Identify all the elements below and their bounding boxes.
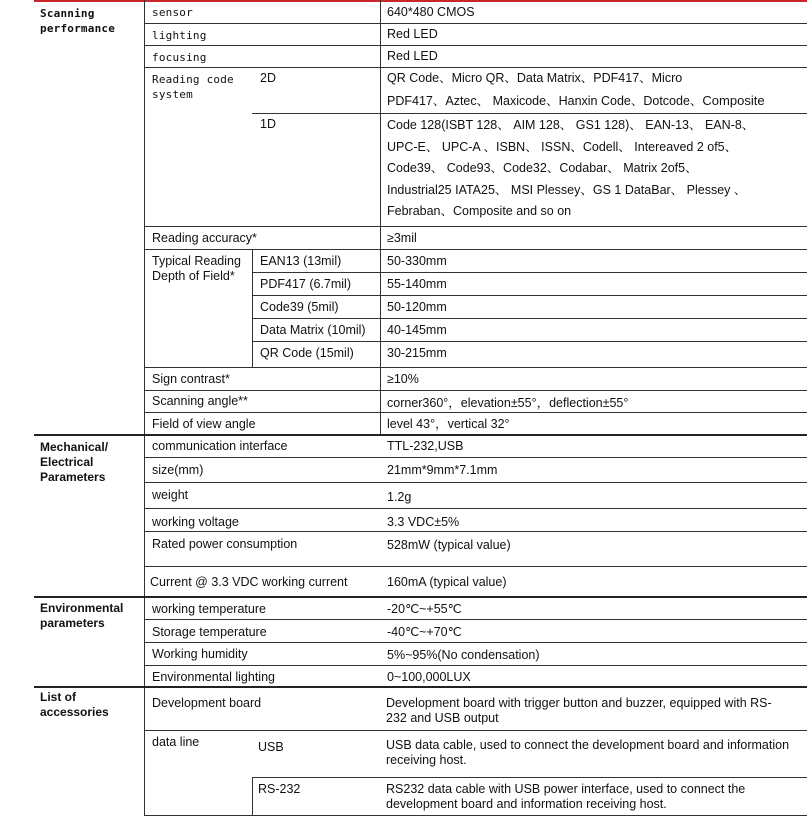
label-rated-power: Rated power consumption [152,537,298,551]
row-rule [144,619,807,620]
label-size: size(mm) [152,463,204,477]
value-working-voltage: 3.3 VDC±5% [387,515,460,529]
label-working-current: Current @ 3.3 VDC working current [150,575,348,589]
row-rule [144,67,807,68]
row-rule [144,566,807,567]
value-2d-codes: PDF417、Aztec、 Maxicode、Hanxin Code、Dotcode、 [387,94,703,108]
dof-code: PDF417 (6.7mil) [260,277,351,291]
value-sensor: 640*480 CMOS [387,5,475,19]
dof-code: Code39 (5mil) [260,300,339,314]
row-rule [252,341,807,342]
row-rule [144,412,807,413]
row-rule [252,318,807,319]
section-rule [34,686,807,688]
value-working-current: 160mA (typical value) [387,575,507,589]
label-reading-accuracy: Reading accuracy* [152,231,257,245]
dof-code: EAN13 (13mil) [260,254,342,268]
section-mechanical-electrical: Mechanical/ Electrical Parameters [40,440,109,484]
row-rule [144,367,807,368]
top-red-rule [34,0,807,2]
dof-value: 50-120mm [387,300,447,314]
value-field-of-view: level 43°，vertical 32° [387,417,510,431]
row-rule [144,642,807,643]
label-data-line: data line [152,735,200,749]
dof-value: 30-215mm [387,346,447,360]
value-col-divider [380,0,381,435]
label-sign-contrast: Sign contrast* [152,372,230,386]
value-working-temperature: -20℃~+55℃ [387,602,462,616]
row-rule [144,531,807,532]
row-rule [144,482,807,483]
value-reading-accuracy: ≥3mil [387,231,417,245]
value-scanning-angle: corner360°，elevation±55°，deflection±55° [387,396,629,410]
label-development-board: Development board [152,696,262,710]
value-rated-power: 528mW (typical value) [387,538,511,552]
value-focusing: Red LED [387,49,438,63]
row-rule [144,23,807,24]
row-rule [252,295,807,296]
value-rs232-cable: RS232 data cable with USB power interface, used to connect the development board and information receiving host. [386,782,746,811]
value-2d-line [387,93,765,109]
label-storage-temperature: Storage temperature [152,625,267,639]
label-scanning-angle: Scanning angle** [152,394,248,408]
label-working-humidity: Working humidity [152,647,248,661]
sub-rs232: RS-232 [258,782,301,796]
label-working-temperature: working temperature [152,602,266,616]
value-1d-line: UPC-E、 UPC-A 、ISBN、 ISSN、Codell、 Intereaved 2 of5、 [387,140,738,154]
col-divider [144,0,145,816]
row-rule [144,390,807,391]
label-focusing: focusing [152,51,207,64]
value-1d-line: Febraban、Composite and so on [387,204,572,218]
row-rule [144,226,807,227]
row-rule [252,777,807,778]
row-rule [144,45,807,46]
row-rule [144,457,807,458]
value-storage-temperature: -40℃~+70℃ [387,625,462,639]
label-sensor: sensor [152,6,193,19]
value-1d-line: Industrial25 IATA25、 MSI Plessey、GS 1 DataBar、 Plessey 、 [387,183,747,197]
sub-col-divider-rs232 [252,778,253,816]
label-environmental-lighting: Environmental lighting [152,670,275,684]
value-sign-contrast: ≥10% [387,372,419,386]
label-communication-interface: communication interface [152,439,288,453]
value-usb-cable: USB data cable, used to connect the development board and information receiving host. [386,738,790,767]
dof-code: QR Code (15mil) [260,346,354,360]
dof-value: 50-330mm [387,254,447,268]
row-rule [144,249,807,250]
value-communication-interface: TTL-232,USB [387,439,464,453]
section-environmental: Environmental parameters [40,601,124,630]
dof-value: 55-140mm [387,277,447,291]
row-rule [144,665,807,666]
row-rule [252,113,807,114]
sub-2d: 2D [260,71,276,85]
label-reading-code-system: Reading code system [152,73,234,101]
row-rule [252,272,807,273]
dof-code: Data Matrix (10mil) [260,323,366,337]
value-1d-line: Code 128(ISBT 128、 AIM 128、 GS1 128)、 EAN-13、 EAN-8、 [387,118,755,132]
label-working-voltage: working voltage [152,515,239,529]
section-rule [34,434,807,436]
section-accessories: List of accessories [40,690,109,719]
label-lighting: lighting [152,29,207,42]
sub-usb: USB [258,740,284,754]
sub-1d: 1D [260,117,276,131]
value-2d-composite: Composite [702,93,765,108]
label-depth-of-field: Typical Reading Depth of Field* [152,254,241,283]
value-2d-line: QR Code、Micro QR、Data Matrix、PDF417、Micro [387,71,683,85]
dof-value: 40-145mm [387,323,447,337]
value-environmental-lighting: 0~100,000LUX [387,670,471,684]
value-size: 21mm*9mm*7.1mm [387,463,498,477]
sub-col-divider-dof [252,250,253,367]
value-working-humidity: 5%~95%(No condensation) [387,648,540,662]
section-rule [34,596,807,598]
label-weight: weight [152,488,189,502]
value-weight: 1.2g [387,490,412,504]
row-rule [144,730,807,731]
value-development-board: Development board with trigger button and buzzer, equipped with RS-232 and USB output [386,696,772,725]
value-lighting: Red LED [387,27,438,41]
label-field-of-view: Field of view angle [152,417,256,431]
row-rule [144,508,807,509]
value-1d-line: Code39、 Code93、Code32、Codabar、 Matrix 2of5、 [387,161,698,175]
section-scanning-performance: Scanning performance [40,7,116,35]
